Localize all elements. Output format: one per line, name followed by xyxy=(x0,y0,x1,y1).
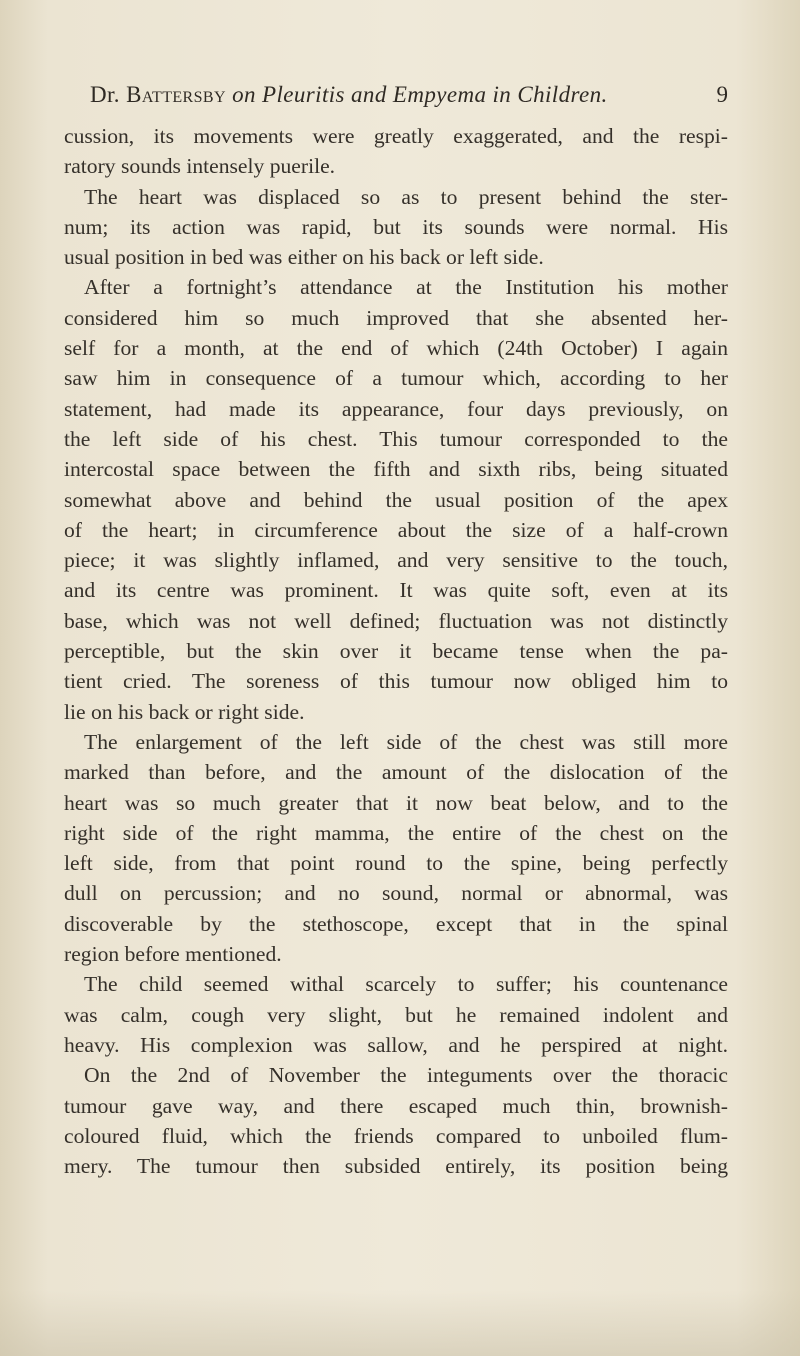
text-line: considered him so much improved that she absented her- xyxy=(64,305,728,330)
text-line: usual position in bed was either on his back or left side. xyxy=(64,245,544,270)
author-name: Battersby xyxy=(126,82,226,107)
text-line: and its centre was prominent. It was quite soft, even at its xyxy=(64,578,728,603)
article-title: on Pleuritis and Empyema in Children. xyxy=(232,82,608,107)
text-line: num; its action was rapid, but its sounds were normal. His xyxy=(64,214,728,239)
text-line: region before mentioned. xyxy=(64,942,282,967)
text-line: self for a month, at the end of which (24th October) I again xyxy=(64,336,728,361)
text-line: left side, from that point round to the spine, being perfectly xyxy=(64,851,728,876)
text-line: tumour gave way, and there escaped much thin, brownish- xyxy=(64,1093,728,1118)
text-line: lie on his back or right side. xyxy=(64,699,305,724)
text-line: marked than before, and the amount of the dislocation of the xyxy=(64,760,728,785)
running-head-title-line xyxy=(90,82,608,108)
text-line: the left side of his chest. This tumour corresponded to the xyxy=(64,426,728,451)
text-line: was calm, cough very slight, but he remained indolent and xyxy=(64,1002,728,1027)
text-line: statement, had made its appearance, four days previously, on xyxy=(64,396,728,421)
text-line: mery. The tumour then subsided entirely, its position being xyxy=(64,1154,728,1179)
body-text xyxy=(64,121,728,1181)
text-line: piece; it was slightly inflamed, and very sensitive to the touch, xyxy=(64,548,728,573)
text-line: coloured fluid, which the friends compared to unboiled flum- xyxy=(64,1123,728,1148)
text-line: tient cried. The soreness of this tumour now obliged him to xyxy=(64,669,728,694)
text-line: right side of the right mamma, the entire of the chest on the xyxy=(64,820,728,845)
text-line: saw him in consequence of a tumour which, according to her xyxy=(64,366,728,391)
text-line: The heart was displaced so as to present behind the ster- xyxy=(84,184,728,209)
text-line: base, which was not well defined; fluctuation was not distinctly xyxy=(64,608,728,633)
text-line: The enlargement of the left side of the chest was still more xyxy=(84,729,728,754)
text-line: After a fortnight’s attendance at the Institution his mother xyxy=(84,275,728,300)
text-line: of the heart; in circumference about the size of a half-crown xyxy=(64,517,728,542)
text-line: somewhat above and behind the usual position of the apex xyxy=(64,487,728,512)
text-line: On the 2nd of November the integuments over the thoracic xyxy=(84,1063,728,1088)
running-head xyxy=(90,82,728,112)
text-line: discoverable by the stethoscope, except that in the spinal xyxy=(64,911,728,936)
text-line: heavy. His complexion was sallow, and he perspired at night. xyxy=(64,1032,728,1057)
text-line: intercostal space between the fifth and sixth ribs, being situated xyxy=(64,457,728,482)
author-prefix: Dr. xyxy=(90,82,120,107)
text-line: dull on percussion; and no sound, normal or abnormal, was xyxy=(64,881,728,906)
page-bottom-shading xyxy=(0,1290,800,1356)
text-line: heart was so much greater that it now beat below, and to the xyxy=(64,790,728,815)
text-line: perceptible, but the skin over it became tense when the pa- xyxy=(64,639,728,664)
text-line: The child seemed withal scarcely to suffer; his countenance xyxy=(84,972,728,997)
text-line: ratory sounds intensely puerile. xyxy=(64,154,336,179)
text-line: cussion, its movements were greatly exaggerated, and the respi- xyxy=(64,124,728,148)
page-number: 9 xyxy=(716,82,728,107)
